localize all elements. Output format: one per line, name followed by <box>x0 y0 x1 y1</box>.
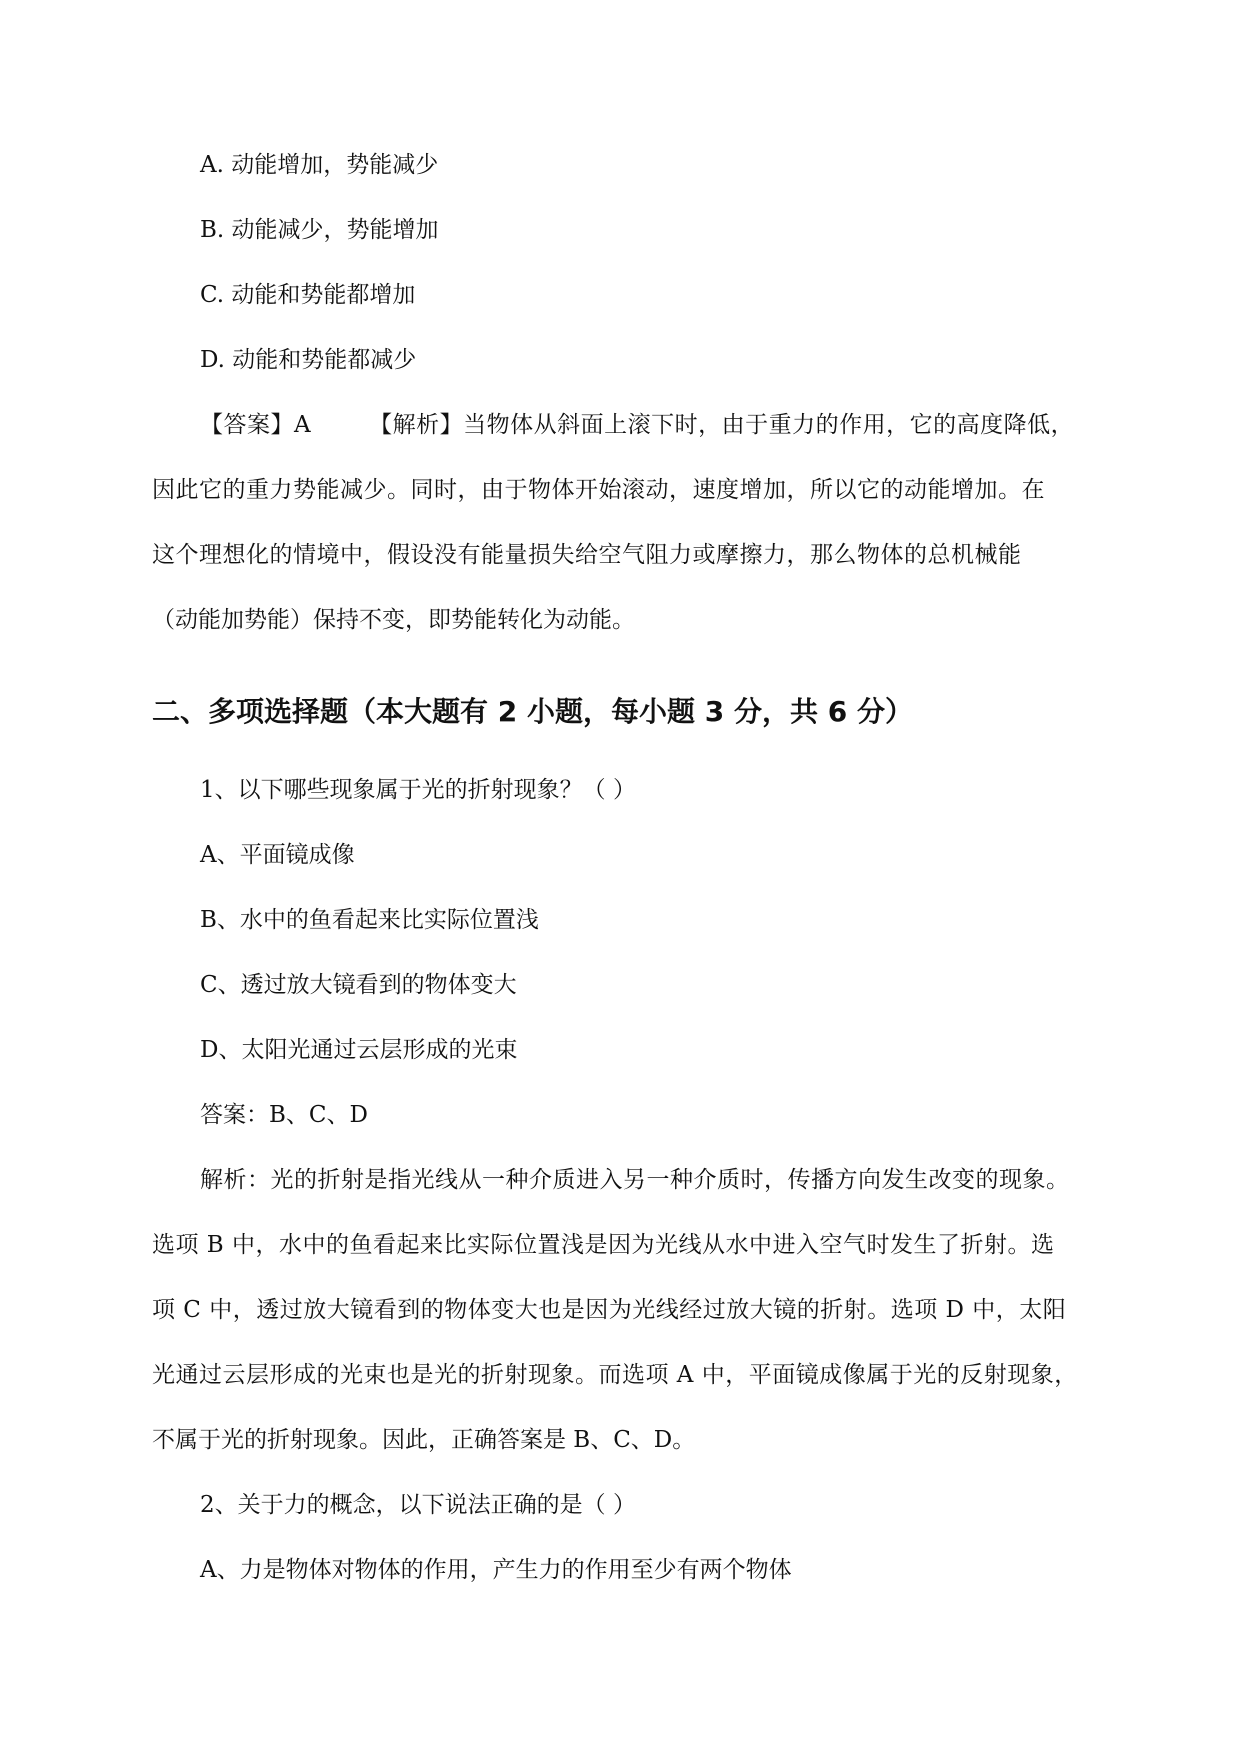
answer-label: 【答案】A <box>200 412 312 438</box>
q1-analysis-line: 项 C 中，透过放大镜看到的物体变大也是因为光线经过放大镜的折射。选项 D 中，太阳 <box>152 1297 1067 1323</box>
analysis-line: 因此它的重力势能减少。同时，由于物体开始滚动，速度增加，所以它的动能增加。在 <box>152 477 1045 503</box>
analysis-line: 【解析】当物体从斜面上滚下时，由于重力的作用，它的高度降低， <box>369 412 1075 438</box>
option-a: A. 动能增加，势能减少 <box>200 152 439 178</box>
q1-analysis-line: 不属于光的折射现象。因此，正确答案是 B、C、D。 <box>152 1427 696 1453</box>
q1-analysis-line: 选项 B 中，水中的鱼看起来比实际位置浅是因为光线从水中进入空气时发生了折射。选 <box>152 1232 1055 1258</box>
option-c: C. 动能和势能都增加 <box>200 282 416 308</box>
q1-option-c: C、透过放大镜看到的物体变大 <box>200 972 517 998</box>
q1-option-d: D、太阳光通过云层形成的光束 <box>200 1037 518 1063</box>
q1-analysis-line: 解析：光的折射是指光线从一种介质进入另一种介质时，传播方向发生改变的现象。 <box>200 1167 1070 1193</box>
analysis-line: （动能加势能）保持不变，即势能转化为动能。 <box>152 607 635 633</box>
answer-analysis-line-1 <box>200 410 1092 440</box>
question-2: 2、关于力的概念，以下说法正确的是（ ） <box>200 1492 636 1518</box>
q1-answer: 答案：B、C、D <box>200 1102 368 1128</box>
q1-option-b: B、水中的鱼看起来比实际位置浅 <box>200 907 539 933</box>
option-d: D. 动能和势能都减少 <box>200 347 417 373</box>
section-heading: 二、多项选择题（本大题有 2 小题，每小题 3 分，共 6 分） <box>152 695 913 728</box>
q1-analysis-line: 光通过云层形成的光束也是光的折射现象。而选项 A 中，平面镜成像属于光的反射现象， <box>152 1362 1078 1388</box>
q2-option-a: A、力是物体对物体的作用，产生力的作用至少有两个物体 <box>200 1557 792 1583</box>
question-1: 1、以下哪些现象属于光的折射现象？（ ） <box>200 777 636 803</box>
analysis-line: 这个理想化的情境中，假设没有能量损失给空气阻力或摩擦力，那么物体的总机械能 <box>152 542 1022 568</box>
option-b: B. 动能减少，势能增加 <box>200 217 439 243</box>
q1-option-a: A、平面镜成像 <box>200 842 355 868</box>
